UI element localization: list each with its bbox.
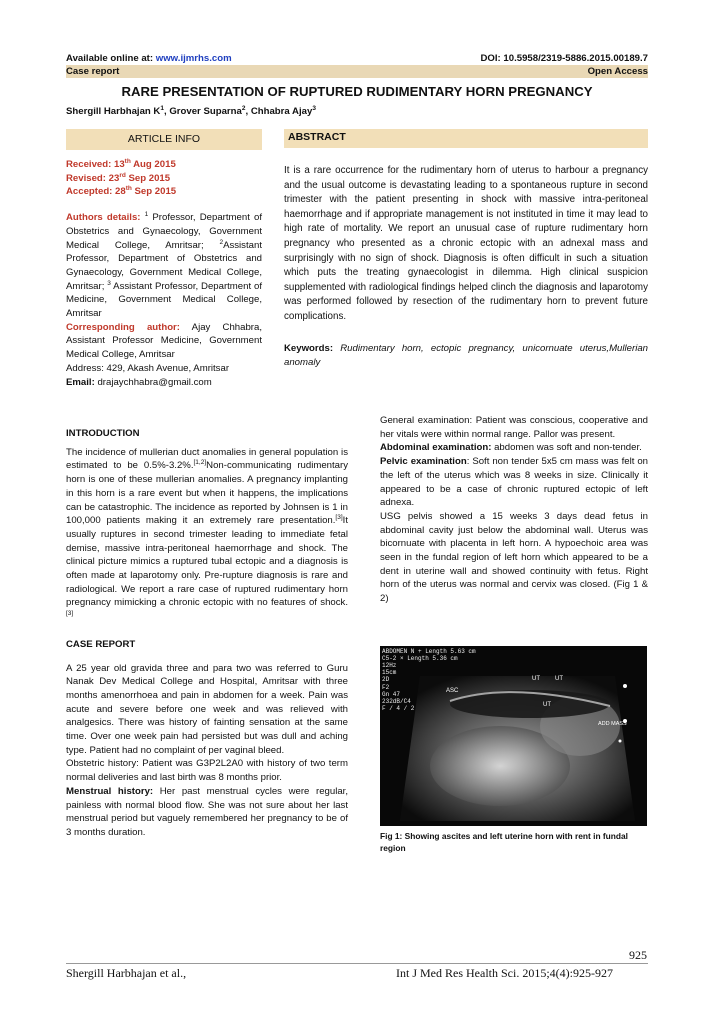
page-number: 925 <box>629 948 647 962</box>
label-mass: ADD MASS <box>598 721 627 727</box>
left-body <box>66 427 348 840</box>
label-asc: ASC <box>446 688 459 694</box>
usg-findings: USG pelvis showed a 15 weeks 3 days dead fetus in abdominal cavity just below the abdominal wall. Uterus was bicornuate with placenta in left horn. A hypoechoic area was seen in the fundal region of left horn which appeared to be a dent in uterine wall and showed continuity with fetus. Right horn of the uterus was normal and cervix was closed. (Fig 1 & 2) <box>380 510 648 605</box>
author: Shergill Harbhajan K <box>66 106 161 117</box>
scan-overlay-top: ABDOMEN N + Length 5.63 cm C5-2 × Length 5.36 cm <box>382 648 476 662</box>
open-access-label: Open Access <box>587 66 648 77</box>
revised-date: Revised: 23rd Sep 2015 <box>66 171 171 184</box>
email: Email: drajaychhabra@gmail.com <box>66 376 212 388</box>
abstract-text: It is a rare occurrence for the rudimentary horn of uterus to harbour a pregnancy and the usual outcome is devastating leading to a spontaneous rupture in second trimester with the patient presenting in shock with massive intra-peritoneal haemorrhage and if appropriate management is not instituted in time it may lead to high rate of mortality. We report an unusual case of rupture rudimentary horn pregnancy who presented as a chronic ectopic with an adnexal mass and surprisingly with no sign of shock. Diagnosis is often difficult in such a situation which puts the treating gynaecologist in dilemma. High clinical suspicion supplemented with radiological findings helped clinch the diagnosis and laparotomy was performed followed by resection of the rudimentary horn to prevent future complications. <box>284 165 648 322</box>
ultrasound-scan-graphic <box>380 646 647 826</box>
scan-overlay-left: 12Hz 15cm 2D F2 Gn 47 232dB/C4 F / 4 / 2 <box>382 662 415 713</box>
intro-heading: INTRODUCTION <box>66 428 140 439</box>
intro-paragraph: The incidence of mullerian duct anomalies in general population is estimated to be 0.5%-3.2%.[1,2]Non-communicating rudimentary horn is one of these mullerian anomalies. A pregnancy implanting in this horn is a rare event but when it happens, the implications can be catastrophic. The incidence as reported by Johnsen is 1 in 100,000 patients making it an extremely rare presentation.[3]It usually ruptures in second trimester leading to immediate fetal demise, massive intra-peritoneal haemorrhage and shock. The clinical picture mimics a ruptured tubal ectopic and a diagnosis is often made at laparotomy only. Pre-rupture diagnosis is rare and radiological. We report a rare case of ruptured rudimentary horn pregnancy mimicking a chronic ectopic with no features of shock.[3] <box>66 446 348 617</box>
availability-line: Available online at: www.ijmrhs.com <box>66 53 232 64</box>
author: Grover Suparna <box>169 106 242 117</box>
address: Address: 429, Akash Avenue, Amritsar <box>66 362 230 374</box>
email-link[interactable]: drajaychhabra@gmail.com <box>94 376 212 388</box>
case-paragraph: A 25 year old gravida three and para two was referred to Guru Nanak Dev Medical College and Hospital, Amritsar with three months amenorrhoea and pain in abdomen for a week. Pain was acute and severe before one week and was relieved with analgesics. There was history of fainting sensation at the same time. Over one week pain had persisted but was dull and aching type. Patient had no complaint of per vaginal bleed. <box>66 662 348 756</box>
label-ut: UT <box>532 676 540 682</box>
article-type: Case report <box>66 66 120 77</box>
footer-author: Shergill Harbhajan et al., <box>66 966 187 980</box>
header-bar <box>66 65 648 78</box>
label-ut: UT <box>555 676 563 682</box>
author-list: Shergill Harbhajan $K^1$, Grover Suparna$^2$, Chhabra Ajay$^3$ <box>66 104 316 117</box>
journal-link[interactable]: www.ijmrhs.com <box>155 53 232 64</box>
ultrasound-image <box>380 646 647 826</box>
abstract-header: ABSTRACT <box>284 129 648 148</box>
obstetric-history: Obstetric history: Patient was G3P2L2A0 with history of two term normal deliveries and last birth was 8 months prior. <box>66 758 348 784</box>
doi: DOI: 10.5958/2319-5886.2015.00189.7 <box>480 53 648 64</box>
pelvic-exam: Pelvic examination: Soft non tender 5x5 cm mass was felt on the left of the uterus which was 8 weeks in size. Clinically it appeared to be a case of chronic ruptured ectopic of left adnexa. <box>380 456 648 509</box>
footer-citation: Int J Med Res Health Sci. 2015;4(4):925-927 <box>396 966 613 980</box>
accepted-date: Accepted: 28th Sep 2015 <box>66 185 177 198</box>
corresponding-author: Corresponding author: Ajay Chhabra, Assistant Professor Medicine, Government Medical College, Amritsar <box>66 321 262 361</box>
footer-rule <box>66 963 648 964</box>
case-heading: CASE REPORT <box>66 638 136 650</box>
general-exam: General examination: Patient was conscious, cooperative and her vitals were within normal range. Pallor was present. <box>380 415 648 440</box>
received-date: Received: 13th Aug 2015 <box>66 157 176 170</box>
keywords: Keywords: Rudimentary horn, ectopic pregnancy, unicornuate uterus,Mullerian anomaly <box>284 343 648 368</box>
menstrual-history: Menstrual history: Her past menstrual cycles were regular, painless with normal blood flow. She was not sure about her last menstrual period but vaguely remembered her pregnancy to be of 3 months duration. <box>66 785 348 838</box>
article-title: RARE PRESENTATION OF RUPTURED RUDIMENTARY HORN PREGNANCY <box>121 84 593 99</box>
right-body <box>380 414 648 606</box>
abdominal-exam: Abdominal examination: abdomen was soft and non-tender. <box>380 442 642 454</box>
authors-details: Authors details: $^1$ Professor, Department of Obstetrics and Gynaecology, Government Medical College, Amritsar; $^2$Assistant Professor, Department of Obstetrics and Gynaecology, Government Medical College, Amritsar; $^3$ Assistant Professor, Department of Medicine, Government Medical College, Amritsar <box>66 210 262 320</box>
label-ut: UT <box>543 702 551 708</box>
figure-caption: Fig 1: Showing ascites and left uterine horn with rent in fundal region <box>380 831 629 853</box>
article-info <box>66 158 262 389</box>
article-info-header: ARTICLE INFO <box>66 129 262 150</box>
author: Chhabra Ajay <box>250 106 313 117</box>
